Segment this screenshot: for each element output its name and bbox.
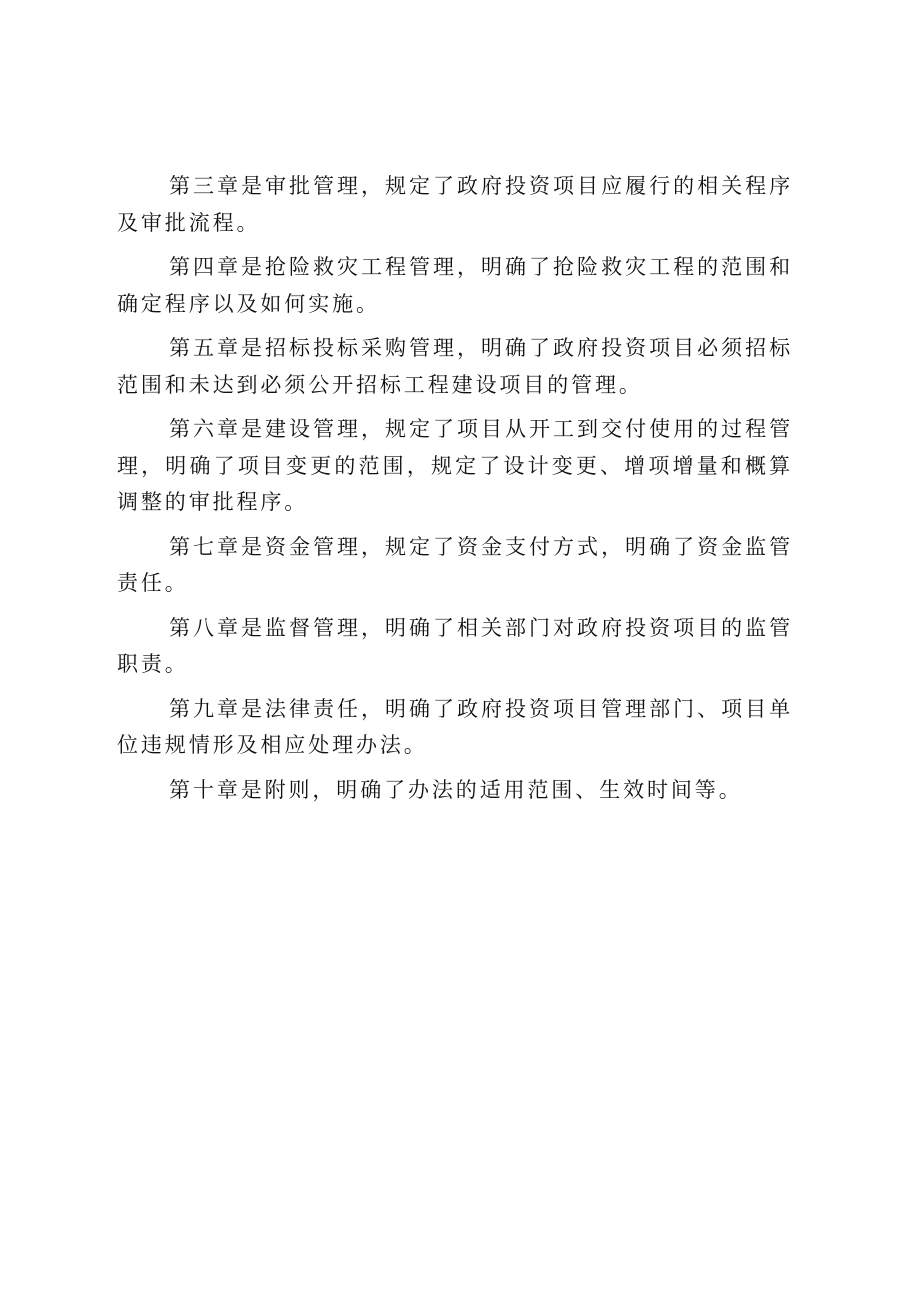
paragraph-chapter-5: 第五章是招标投标采购管理，明确了政府投资项目必须招标范围和未达到必须公开招标工程建设项目的管理。 xyxy=(117,336,793,397)
paragraph-chapter-4: 第四章是抢险救灾工程管理，明确了抢险救灾工程的范围和确定程序以及如何实施。 xyxy=(117,255,793,316)
document-body xyxy=(117,168,793,816)
paragraph-chapter-3: 第三章是审批管理，规定了政府投资项目应履行的相关程序及审批流程。 xyxy=(117,174,793,235)
paragraph-chapter-10: 第十章是附则，明确了办法的适用范围、生效时间等。 xyxy=(169,777,743,802)
paragraph-chapter-7: 第七章是资金管理，规定了资金支付方式，明确了资金监管责任。 xyxy=(117,534,793,595)
paragraph-chapter-9: 第九章是法律责任，明确了政府投资项目管理部门、项目单位违规情形及相应处理办法。 xyxy=(117,696,793,757)
paragraph-chapter-6: 第六章是建设管理，规定了项目从开工到交付使用的过程管理，明确了项目变更的范围，规定了设计变更、增项增量和概算调整的审批程序。 xyxy=(117,417,793,514)
paragraph-chapter-8: 第八章是监督管理，明确了相关部门对政府投资项目的监管职责。 xyxy=(117,615,793,676)
